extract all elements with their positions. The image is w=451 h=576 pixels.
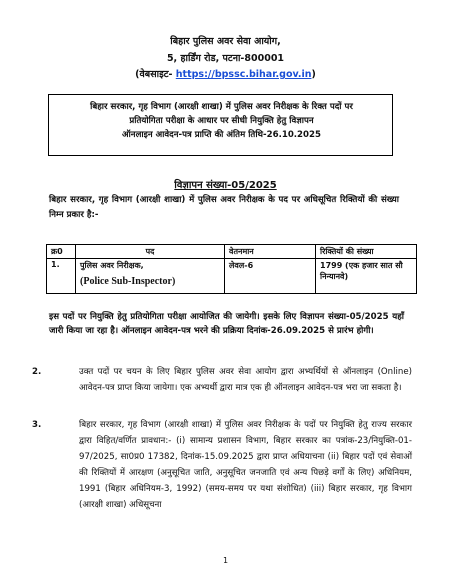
notice-line-2: प्रतियोगिता परीक्षा के आधार पर सीधी नियुक्ति हेतु विज्ञापन bbox=[129, 116, 314, 126]
para-text: उक्त पदों पर चयन के लिए बिहार पुलिस अवर सेवा आयोग द्वारा अभ्यर्थियों से ऑनलाइन (Online) आवेदन-पत्र प्राप्त किया जायेगा। एक अभ्यर्थी द्वारा मात्र एक ही ऑनलाइन आवेदन-पत्र भरा जा सकता है। bbox=[79, 367, 412, 393]
page-number: 1 bbox=[222, 556, 229, 565]
website-close: ) bbox=[311, 69, 316, 80]
cell-pay: लेवल-6 bbox=[225, 259, 316, 294]
col-pay: वेतनमान bbox=[225, 245, 316, 259]
org-address: 5, हार्डिंग रोड, पटना-800001 bbox=[166, 53, 285, 64]
para-text: बिहार सरकार, गृह विभाग (आरक्षी शाखा) में पुलिस अवर निरीक्षक के पदों पर नियुक्ति हेतु राज्य सरकार द्वारा विहित/वर्णित प्रावधान:- (i) सामान्य प्रशासन विभाग, बिहार सरकार का पत्रांक-23/नियुक्ति-01-97/2025, सा0प्र0 17382, दिनांक-15.09.2025 द्वारा प्राप्त अधियाचना (ii) बिहार पदों एवं सेवाओं की रिक्तियों में आरक्षण (अनुसूचित जाति, अनुसूचित जनजाति एवं अन्य पिछड़े वर्गों के लिए) अधिनियम, 1991 (बिहार अधिनियम-3, 1992) (समय-समय पर यथा संशोधित) (iii) बिहार सरकार, गृह विभाग (आरक्षी शाखा) अधिसूचना bbox=[79, 420, 412, 510]
advertisement-number: विज्ञापन संख्या-05/2025 bbox=[174, 180, 277, 191]
process-note: इस पदों पर नियुक्ति हेतु प्रतियोगिता परीक्षा आयोजित की जायेगी। इसके लिए विज्ञापन संख्या-05/2025 यहाँ जारी किया जा रहा है। ऑनलाइन आवेदन-पत्र भरने की प्रक्रिया दिनांक-26.09.2025 से प्रारंभ होगी। bbox=[49, 312, 404, 336]
para-number: 2. bbox=[32, 367, 42, 377]
table-header-row bbox=[47, 245, 417, 259]
website-link[interactable]: https://bpssc.bihar.gov.in bbox=[175, 69, 312, 80]
website-label: (वेबसाइट- bbox=[135, 69, 173, 80]
post-hindi: पुलिस अवर निरीक्षक, bbox=[80, 261, 144, 270]
col-post: पद bbox=[76, 245, 225, 259]
para-number: 3. bbox=[32, 420, 42, 430]
notice-line-1: बिहार सरकार, गृह विभाग (आरक्षी शाखा) में पुलिस अवर निरीक्षक के रिक्त पदों पर bbox=[90, 102, 353, 112]
col-sn: क्र0 bbox=[47, 245, 76, 259]
cell-sn: 1. bbox=[47, 259, 76, 294]
vacancy-table bbox=[46, 244, 417, 294]
table-row bbox=[47, 259, 417, 294]
cell-post bbox=[76, 259, 225, 294]
post-english: (Police Sub-Inspector) bbox=[80, 276, 176, 287]
notice-box bbox=[48, 94, 393, 156]
website-line bbox=[0, 68, 451, 81]
intro-text: बिहार सरकार, गृह विभाग (आरक्षी शाखा) में पुलिस अवर निरीक्षक के पद पर अधिसूचित रिक्तियों की संख्या निम्न प्रकार है:- bbox=[49, 195, 399, 220]
col-vacancies: रिक्तियों की संख्या bbox=[316, 245, 417, 259]
org-name: बिहार पुलिस अवर सेवा आयोग, bbox=[170, 36, 281, 47]
cell-vacancies: 1799 (एक हजार सात सौ निन्यानवे) bbox=[316, 259, 417, 294]
notice-line-3: ऑनलाइन आवेदन-पत्र प्राप्ति की अंतिम तिथि-26.10.2025 bbox=[122, 130, 321, 140]
paragraph-2 bbox=[32, 364, 412, 396]
paragraph-3 bbox=[32, 417, 412, 513]
